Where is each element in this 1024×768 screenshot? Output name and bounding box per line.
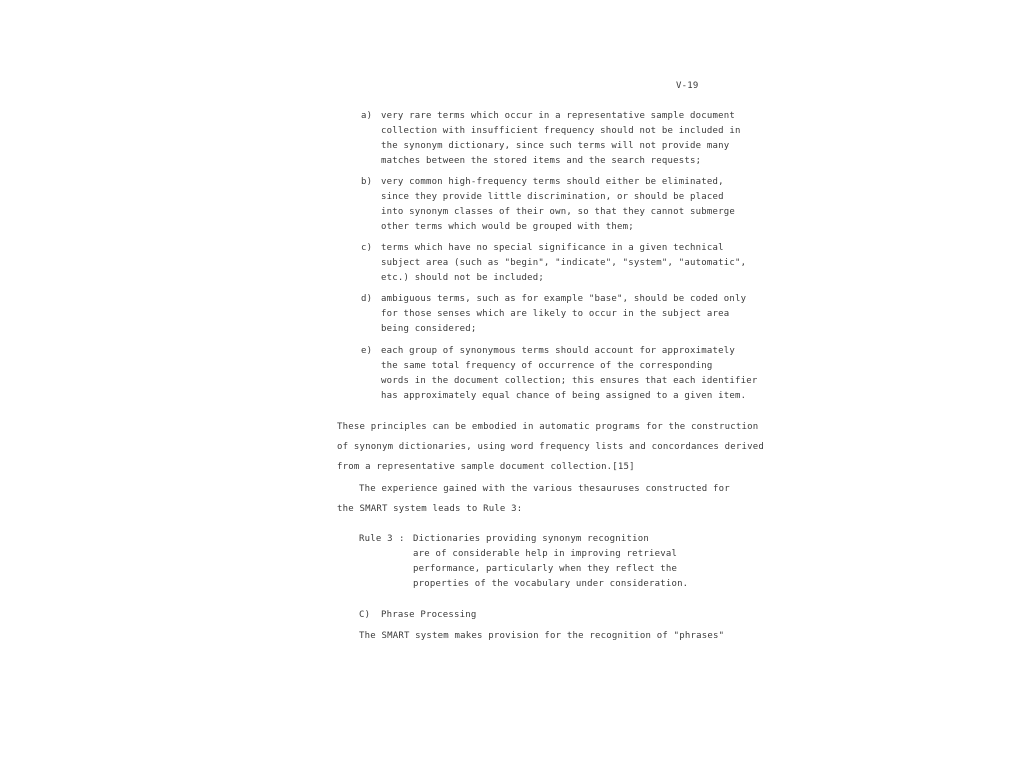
list-item-e-line: has approximately equal chance of being assigned to a given item. <box>381 391 747 401</box>
rule-text-line: Dictionaries providing synonym recognition <box>413 534 649 544</box>
list-item-c-line: subject area (such as "begin", "indicate", "system", "automatic", <box>381 258 747 268</box>
list-item-b-line: other terms which would be grouped with them; <box>381 222 634 232</box>
rule-separator: : <box>399 534 405 544</box>
list-item-d-line: for those senses which are likely to occur in the subject area <box>381 309 730 319</box>
list-item-e-line: each group of synonymous terms should account for approximately <box>381 346 735 356</box>
rule-text-line: are of considerable help in improving retrieval <box>413 549 678 559</box>
list-marker-b: b) <box>361 177 373 187</box>
list-item-a-line: very rare terms which occur in a representative sample document <box>381 111 735 121</box>
list-item-c-line: terms which have no special significance in a given technical <box>381 243 724 253</box>
paragraph-line: from a representative sample document collection.[15] <box>337 462 635 472</box>
rule-text-line: performance, particularly when they reflect the <box>413 564 678 574</box>
list-marker-a: a) <box>361 111 373 121</box>
list-item-c-line: etc.) should not be included; <box>381 273 544 283</box>
rule-label: Rule 3 <box>359 534 393 544</box>
paragraph-line: the SMART system leads to Rule 3: <box>337 504 523 514</box>
list-item-a-line: matches between the stored items and the search requests; <box>381 156 702 166</box>
list-item-b-line: into synonym classes of their own, so that they cannot submerge <box>381 207 735 217</box>
rule-text-line: properties of the vocabulary under consideration. <box>413 579 689 589</box>
section-marker: C) <box>359 610 371 620</box>
list-item-a-line: the synonym dictionary, since such terms will not provide many <box>381 141 730 151</box>
paragraph-line: These principles can be embodied in automatic programs for the construction <box>337 422 759 432</box>
list-item-b-line: very common high-frequency terms should either be eliminated, <box>381 177 724 187</box>
list-item-d-line: being considered; <box>381 324 477 334</box>
list-marker-c: c) <box>361 243 373 253</box>
list-marker-d: d) <box>361 294 373 304</box>
list-item-d-line: ambiguous terms, such as for example "base", should be coded only <box>381 294 747 304</box>
paragraph-line: The SMART system makes provision for the recognition of "phrases" <box>359 631 725 641</box>
list-item-a-line: collection with insufficient frequency should not be included in <box>381 126 741 136</box>
list-item-e-line: words in the document collection; this ensures that each identifier <box>381 376 758 386</box>
section-title: Phrase Processing <box>381 610 477 620</box>
paragraph-line: of synonym dictionaries, using word frequency lists and concordances derived <box>337 442 765 452</box>
paragraph-line: The experience gained with the various thesauruses constructed for <box>359 484 730 494</box>
list-marker-e: e) <box>361 346 373 356</box>
page-number: V-19 <box>676 81 699 91</box>
list-item-b-line: since they provide little discrimination, or should be placed <box>381 192 724 202</box>
list-item-e-line: the same total frequency of occurrence of the corresponding <box>381 361 713 371</box>
